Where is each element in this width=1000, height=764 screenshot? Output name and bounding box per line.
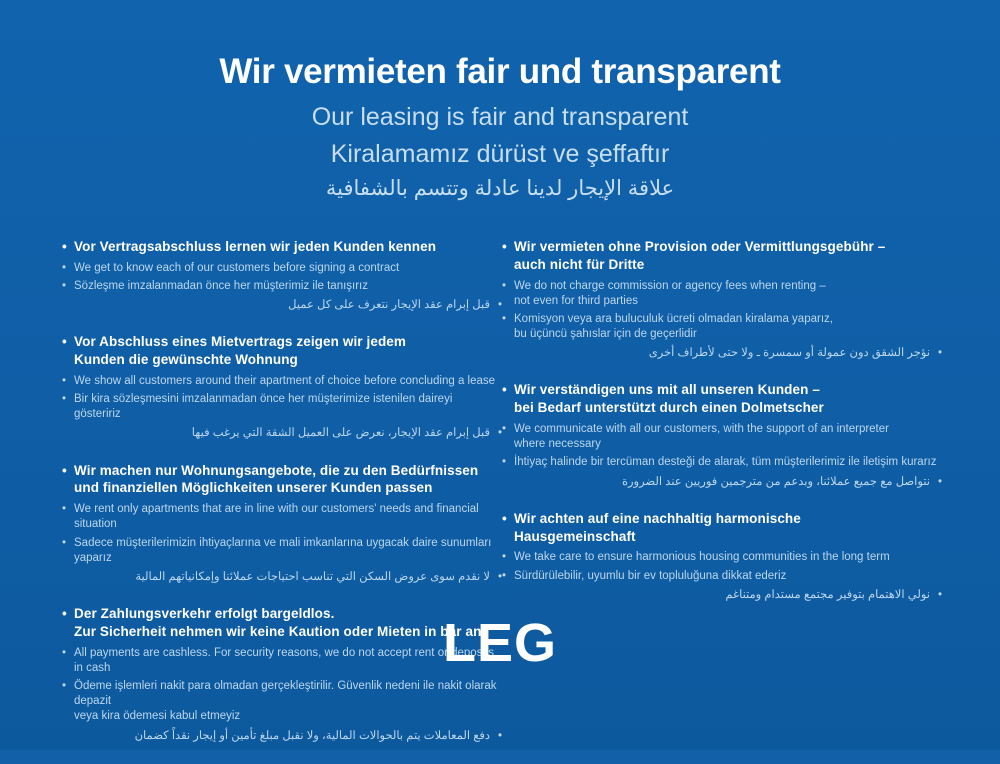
item-english: • We do not charge commission or agency fees when renting – not even for third parties — [502, 279, 826, 307]
list-item — [502, 238, 942, 361]
item-turkish: • Komisyon veya ara buluculuk ücreti olmadan kiralama yaparız, bu üçüncü şahıslar için de geçerlidir — [502, 312, 833, 341]
bullet-icon: • — [937, 347, 942, 360]
bullet-icon: • — [62, 279, 67, 292]
page-title: Wir vermieten fair und transparent — [219, 52, 781, 91]
item-german: • Wir vermieten ohne Provision oder Vermittlungsgebühr – auch nicht für Dritte — [502, 239, 886, 272]
item-arabic: • قبل إبرام عقد الإيجار نتعرف على كل عميل — [62, 298, 502, 313]
bullet-icon: • — [502, 239, 507, 254]
bullet-icon: • — [62, 374, 67, 387]
list-item — [62, 462, 502, 585]
header — [0, 0, 1000, 202]
item-turkish: • Sürdürülebilir, uyumlu bir ev topluluğuna dikkat ederiz — [502, 569, 942, 584]
bullet-icon: • — [502, 279, 507, 292]
item-german: • Wir verständigen uns mit all unseren Kunden – bei Bedarf unterstützt durch einen Dolmetscher — [502, 382, 824, 416]
list-item — [502, 510, 942, 603]
bullet-icon: • — [62, 334, 67, 350]
page-title-english: Our leasing is fair and transparent — [311, 103, 689, 132]
bullet-icon: • — [62, 261, 67, 274]
bullet-icon: • — [497, 570, 502, 583]
item-german: • Wir machen nur Wohnungsangebote, die zu den Bedürfnissen und finanziellen Möglichkeiten unserer Kunden passen — [62, 462, 479, 496]
bullet-icon: • — [502, 423, 507, 436]
bullet-icon: • — [62, 536, 67, 549]
bullet-icon: • — [497, 427, 502, 440]
item-arabic: • قبل إبرام عقد الإيجار، نعرض على العميل الشقة التي يرغب فيها — [62, 426, 502, 441]
bullet-icon: • — [62, 606, 67, 622]
logo-text: LEG — [442, 613, 557, 673]
item-english: • We communicate with all our customers, with the support of an interpreter where necessary — [502, 423, 889, 451]
bullet-icon: • — [502, 569, 507, 582]
bullet-icon: • — [937, 588, 942, 601]
list-item — [62, 238, 502, 313]
item-english: • We get to know each of our customers before signing a contract — [62, 261, 502, 276]
item-arabic: • لا نقدم سوى عروض السكن التي تناسب احتياجات عملائنا وإمكانياتهم المالية — [62, 570, 502, 585]
right-column — [502, 238, 942, 764]
item-german: • Vor Abschluss eines Mietvertrags zeigen wir jedem Kunden die gewünschte Wohnung — [62, 334, 407, 368]
item-turkish: • İhtiyaç halinde bir tercüman desteği de alarak, tüm müşterilerimiz ile iletişim kurarız — [502, 455, 942, 470]
list-item — [502, 381, 942, 489]
bullet-icon: • — [502, 312, 507, 325]
item-turkish: • Sözleşme imzalanmadan önce her müşterimiz ile tanışırız — [62, 279, 502, 294]
bullet-icon: • — [62, 503, 67, 516]
item-turkish: • Ödeme işlemleri nakit para olmadan gerçekleştirilir. Güvenlik nedeni ile nakit olarak depazit veya kira ödemesi kabul etmeyiz — [62, 680, 497, 723]
item-arabic: • نولي الاهتمام بتوفير مجتمع مستدام ومتناغم — [502, 588, 942, 603]
page-title-arabic: علاقة الإيجار لدينا عادلة وتتسم بالشفافية — [325, 176, 675, 200]
bullet-icon: • — [62, 680, 67, 693]
content-columns — [0, 238, 1000, 764]
bullet-icon: • — [502, 510, 507, 526]
item-english: • All payments are cashless. For security reasons, we do not accept rent or deposits in cash — [62, 646, 494, 674]
item-turkish: • Sadece müşterilerimizin ihtiyaçlarına ve mali imkanlarına uygacak daire sunumları yaparız — [62, 536, 492, 564]
bullet-icon: • — [62, 239, 67, 254]
bullet-icon: • — [62, 393, 67, 406]
item-turkish: • Bir kira sözleşmesini imzalanmadan önce her müşterimize istenilen daireyi gösteririz — [62, 393, 453, 421]
item-arabic: • دفع المعاملات يتم بالحوالات المالية، ولا نقبل مبلغ تأمين أو إيجار نقداً كضمان — [62, 729, 502, 744]
bullet-icon: • — [62, 462, 67, 478]
bullet-icon: • — [497, 729, 502, 742]
logo — [0, 612, 1000, 674]
bullet-icon: • — [502, 382, 507, 398]
page-title-turkish: Kiralamamız dürüst ve şeffaftır — [330, 139, 670, 168]
item-english: • We rent only apartments that are in line with our customers' needs and financial situation — [62, 503, 479, 531]
bullet-icon: • — [497, 299, 502, 312]
item-arabic: • نتواصل مع جميع عملائنا، وبدعم من مترجمين فوريين عند الضرورة — [502, 475, 942, 490]
left-column — [62, 238, 502, 764]
item-german: • Wir achten auf eine nachhaltig harmonische Hausgemeinschaft — [502, 510, 801, 544]
item-arabic: • نؤجر الشقق دون عمولة أو سمسرة ـ ولا حتى لأطراف أخرى — [502, 346, 942, 361]
bullet-icon: • — [62, 646, 67, 659]
item-english: • We show all customers around their apartment of choice before concluding a lease — [62, 374, 502, 389]
bullet-icon: • — [502, 456, 507, 469]
list-item — [62, 333, 502, 441]
bullet-icon: • — [937, 475, 942, 488]
item-german: • Der Zahlungsverkehr erfolgt bargeldlos. Zur Sicherheit nehmen wir keine Kaution oder Mieten in bar an — [62, 606, 482, 639]
item-german: • Vor Vertragsabschluss lernen wir jeden Kunden kennen — [62, 239, 437, 254]
bullet-icon: • — [502, 551, 507, 564]
item-english: • We take care to ensure harmonious housing communities in the long term — [502, 550, 942, 565]
